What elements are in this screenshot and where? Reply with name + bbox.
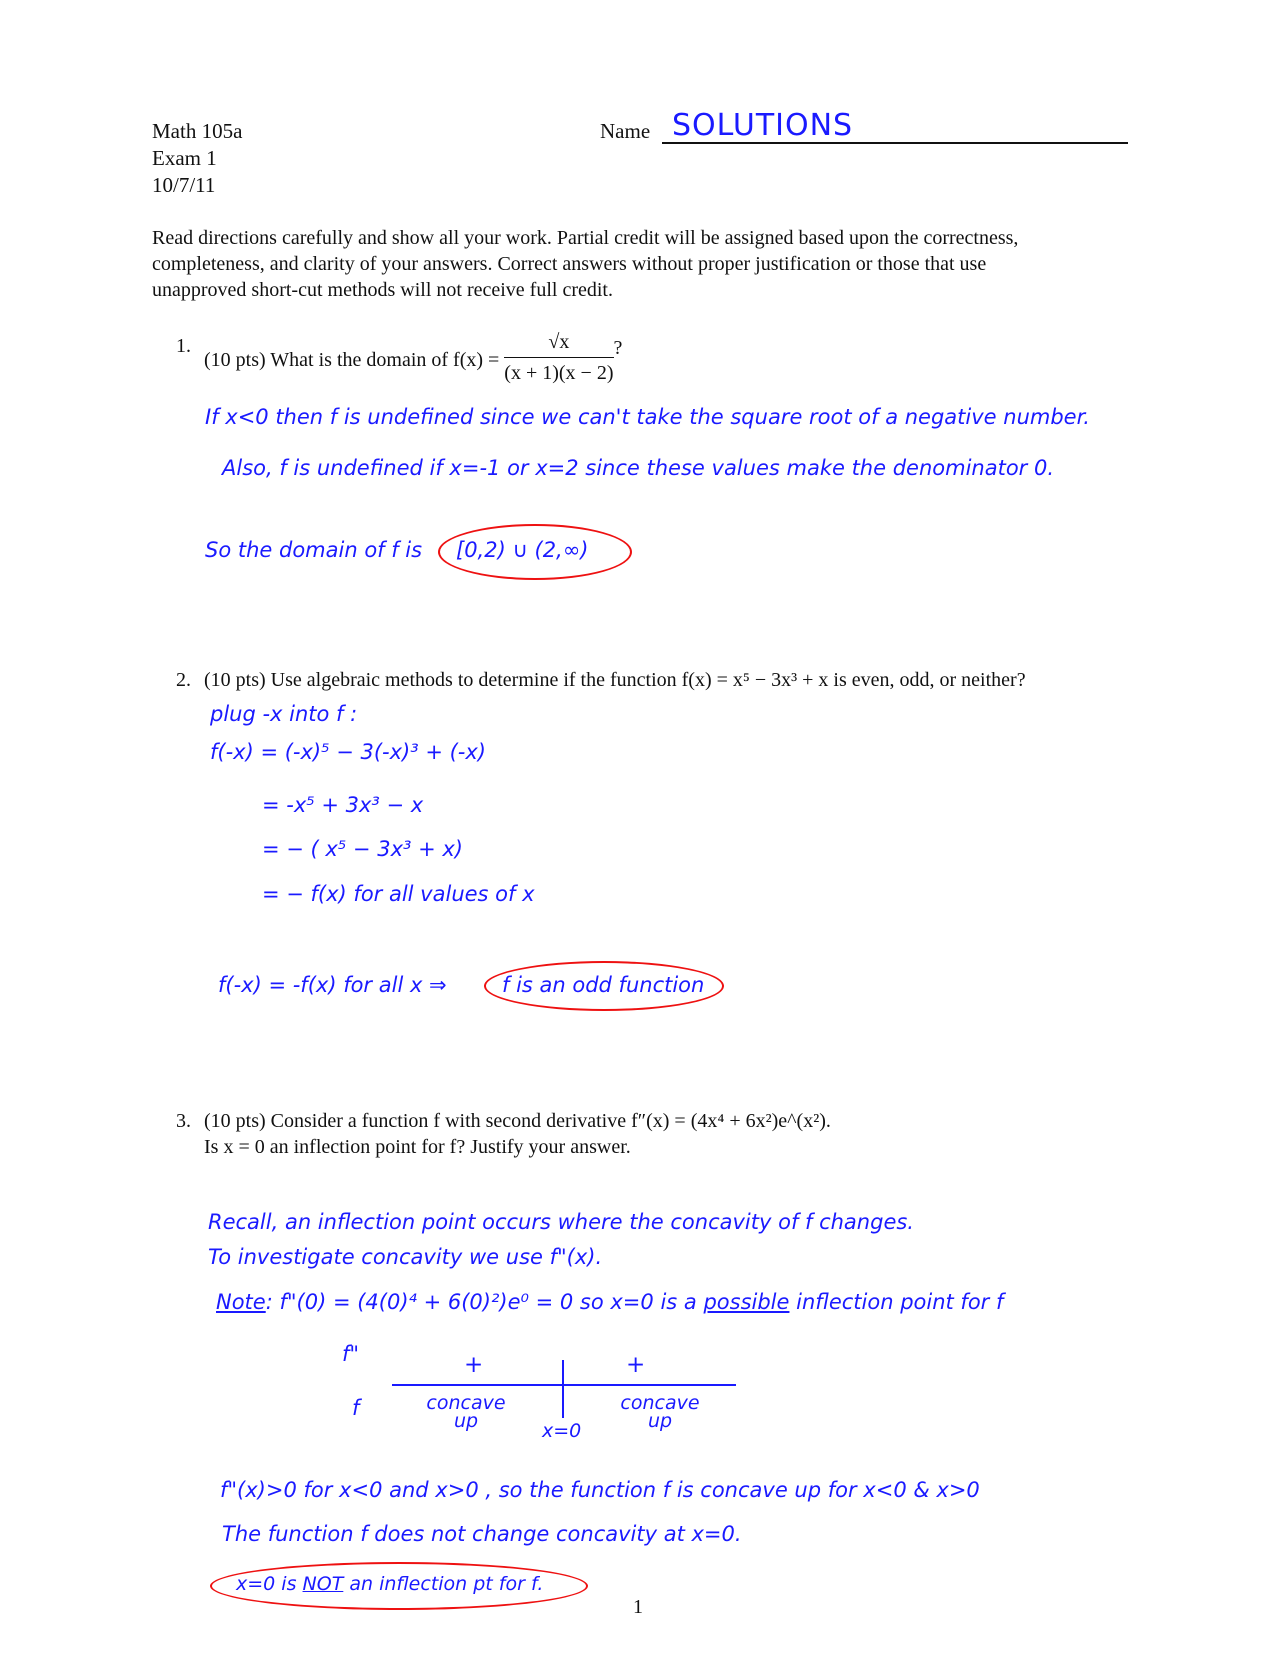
sign-chart-row1-label: f"	[342, 1342, 360, 1366]
q1-solution-line-1: If x<0 then f is undefined since we can't take the square root of a negative number.	[205, 405, 1090, 429]
q3-answer-suffix: an inflection pt for f.	[349, 1573, 544, 1595]
page-number: 1	[633, 1596, 643, 1618]
q3-note-body: : f"(0) = (4(0)⁴ + 6(0)²)e⁰ = 0 so x=0 is a	[265, 1290, 697, 1314]
q1-numerator: √x	[504, 329, 613, 358]
q3-note-tail: inflection point for f	[796, 1290, 1004, 1314]
directions-line-1: Read directions carefully and show all your work. Partial credit will be assigned based upon the correctness,	[152, 227, 1019, 249]
q3-answer	[236, 1573, 543, 1595]
q1-qmark: ?	[613, 337, 623, 360]
sign-chart-mid-label: x=0	[542, 1420, 582, 1442]
name-label: Name	[600, 119, 651, 143]
date-label: 10/7/11	[152, 173, 216, 197]
sign-chart-left-sign: +	[464, 1352, 484, 1378]
sign-chart-right-desc-2: up	[647, 1410, 673, 1432]
q2-step-4: = − f(x) for all values of x	[262, 882, 535, 906]
q2-conclusion: f(-x) = -f(x) for all x ⇒	[218, 973, 447, 997]
course-label: Math 105a	[152, 119, 243, 143]
q1-number: 1.	[176, 335, 191, 357]
q1-prompt	[204, 333, 622, 390]
q2-plug: plug -x into f :	[210, 702, 358, 726]
q3-solution-line-5: The function f does not change concavity at x=0.	[222, 1522, 742, 1546]
q1-solution-line-3: So the domain of f is	[205, 538, 423, 562]
sign-chart-right-sign: +	[626, 1352, 646, 1378]
q3-note	[216, 1290, 1003, 1314]
sign-chart-row2-label: f	[352, 1396, 360, 1420]
directions	[152, 225, 1132, 303]
name-value: SOLUTIONS	[672, 108, 854, 143]
q3-solution-line-2: To investigate concavity we use f"(x).	[208, 1245, 603, 1269]
sign-chart-right-desc	[618, 1392, 702, 1432]
directions-line-2: completeness, and clarity of your answers. Correct answers without proper justification or those that use	[152, 253, 987, 275]
q3-prompt-line-1: (10 pts) Consider a function f with second derivative f″(x) = (4x⁴ + 6x²)e^(x²).	[204, 1110, 831, 1132]
q3-answer-not: NOT	[302, 1573, 344, 1595]
q1-answer: [0,2) ∪ (2,∞)	[456, 538, 589, 562]
q1-solution-line-2: Also, f is undefined if x=-1 or x=2 since these values make the denominator 0.	[222, 456, 1055, 480]
sign-chart-divider	[562, 1360, 564, 1418]
sign-chart-axis	[392, 1384, 736, 1386]
q3-prompt-line-2: Is x = 0 an inflection point for f? Justify your answer.	[204, 1136, 631, 1158]
sign-chart-left-desc-1: concave	[426, 1392, 506, 1414]
q1-prompt-text: (10 pts) What is the domain of f(x) =	[204, 349, 500, 372]
q3-number: 3.	[176, 1110, 191, 1132]
q2-step-1: f(-x) = (-x)⁵ − 3(-x)³ + (-x)	[210, 740, 486, 764]
q2-number: 2.	[176, 669, 191, 691]
exam-label: Exam 1	[152, 146, 217, 170]
q3-answer-prefix: x=0 is	[236, 1573, 297, 1595]
sign-chart-left-desc	[426, 1392, 506, 1432]
q1-denominator: (x + 1)(x − 2)	[504, 362, 614, 384]
directions-line-3: unapproved short-cut methods will not receive full credit.	[152, 279, 613, 301]
q3-solution-line-4: f"(x)>0 for x<0 and x>0 , so the function f is concave up for x<0 & x>0	[220, 1478, 980, 1502]
q2-step-2: = -x⁵ + 3x³ − x	[262, 793, 424, 817]
q3-note-underlined: possible	[703, 1290, 790, 1314]
sign-chart-left-desc-2: up	[453, 1410, 479, 1432]
q1-fraction	[504, 329, 613, 386]
q3-note-label: Note	[216, 1290, 266, 1314]
sign-chart-right-desc-1: concave	[620, 1392, 700, 1414]
q3-solution-line-1: Recall, an inflection point occurs where the concavity of f changes.	[208, 1210, 914, 1234]
q2-step-3: = − ( x⁵ − 3x³ + x)	[262, 837, 463, 861]
q2-prompt: (10 pts) Use algebraic methods to determine if the function f(x) = x⁵ − 3x³ + x is even, odd, or neither?	[204, 669, 1026, 691]
q2-answer: f is an odd function	[502, 973, 705, 997]
